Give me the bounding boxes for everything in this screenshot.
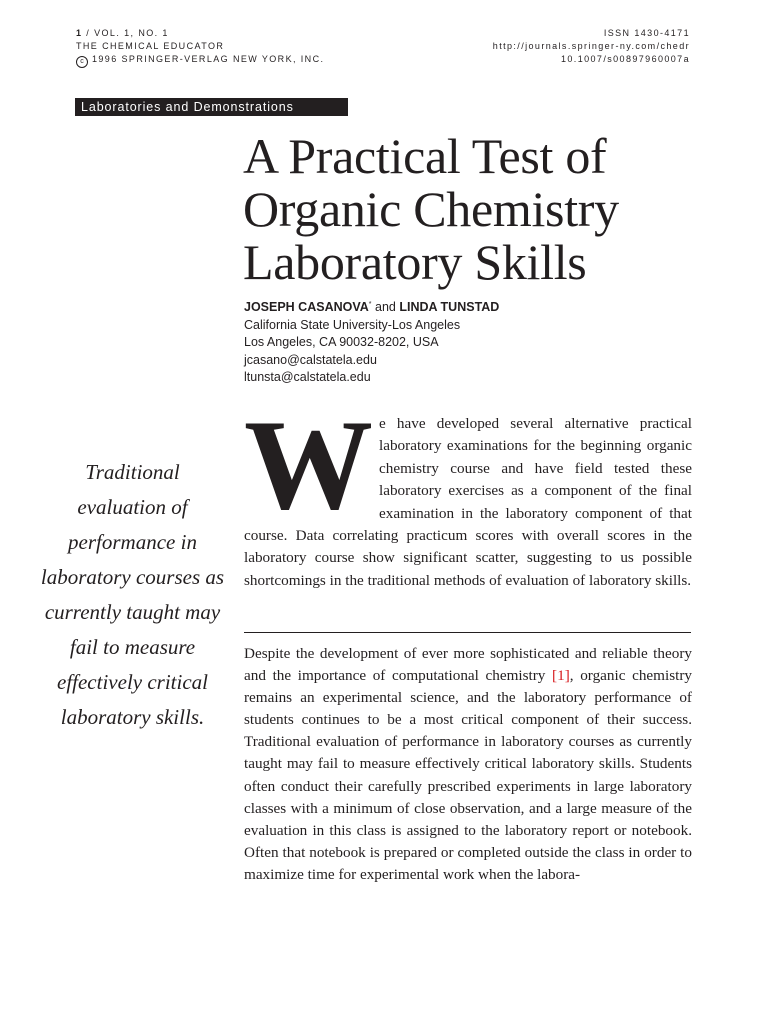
affiliation-line-1: California State University-Los Angeles bbox=[244, 317, 461, 332]
issn: ISSN 1430-4171 bbox=[603, 28, 690, 38]
affiliation-line-2: Los Angeles, CA 90032-8202, USA bbox=[244, 335, 439, 350]
corresponding-mark: * bbox=[368, 301, 372, 308]
copyright-line bbox=[76, 53, 324, 68]
body-paragraph bbox=[244, 643, 692, 886]
copyright-icon: c bbox=[76, 56, 88, 68]
section-divider bbox=[244, 632, 691, 633]
copyright-text: 1996 SPRINGER-VERLAG NEW YORK, INC. bbox=[92, 54, 325, 64]
doi: 10.1007/s00897960007a bbox=[561, 54, 690, 64]
body-text-start: Despite the development of ever more sophisticated and reliable theory and the importance of computational chemistry bbox=[244, 645, 692, 685]
email-2[interactable]: ltunsta@calstatela.edu bbox=[244, 370, 371, 385]
journal-name: THE CHEMICAL EDUCATOR bbox=[76, 41, 225, 51]
drop-cap: W bbox=[244, 393, 369, 536]
volume-line bbox=[76, 27, 324, 40]
email-1[interactable]: jcasano@calstatela.edu bbox=[244, 352, 377, 367]
author-2: LINDA TUNSTAD bbox=[399, 300, 500, 315]
author-block bbox=[244, 296, 694, 387]
journal-url[interactable]: http://journals.springer-ny.com/chedr bbox=[492, 41, 690, 51]
article-title: A Practical Test of Organic Chemistry Laboratory Skills bbox=[243, 128, 619, 290]
author-names bbox=[244, 296, 694, 317]
page-number: 1 bbox=[76, 28, 83, 38]
running-header-right bbox=[493, 27, 690, 66]
author-1: JOSEPH CASANOVA bbox=[244, 300, 369, 315]
abstract-text: e have developed several alternative practical laboratory examinations for the beginning organic chemistry course and have field tested these laboratory exercises as a component of the final examination in the laboratory component of that course. Data correlating practicum scores with overall scores in the laboratory course show significant scatter, suggesting to us possible shortcomings in the traditional methods of evaluation of laboratory skills. bbox=[244, 415, 692, 589]
section-tag: Laboratories and Demonstrations bbox=[75, 98, 348, 116]
volume-issue: / VOL. 1, NO. 1 bbox=[82, 28, 169, 38]
abstract bbox=[244, 393, 692, 592]
reference-link[interactable]: [1] bbox=[552, 667, 570, 685]
running-header-left bbox=[76, 27, 324, 68]
pull-quote: Traditional evaluation of performance in laboratory courses as currently taught may fail to measure effectively critical laboratory skills. bbox=[40, 460, 225, 729]
body-text-end: , organic chemistry remains an experimental science, and the laboratory performance of students continues to be a most critical component of their success. Traditional evaluation of performance in laboratory courses as currently taught may fail to measure effectively critical laboratory skills. Students often conduct their carefully prescribed experiments in large laboratory classes with a minimum of close observation, and a large measure of the evaluation in this class is assigned to the laboratory report or notebook. Often that notebook is prepared or completed outside the class in order to maximize time for experimental work when the labora- bbox=[244, 667, 692, 883]
author-conjunction: and bbox=[371, 300, 400, 315]
